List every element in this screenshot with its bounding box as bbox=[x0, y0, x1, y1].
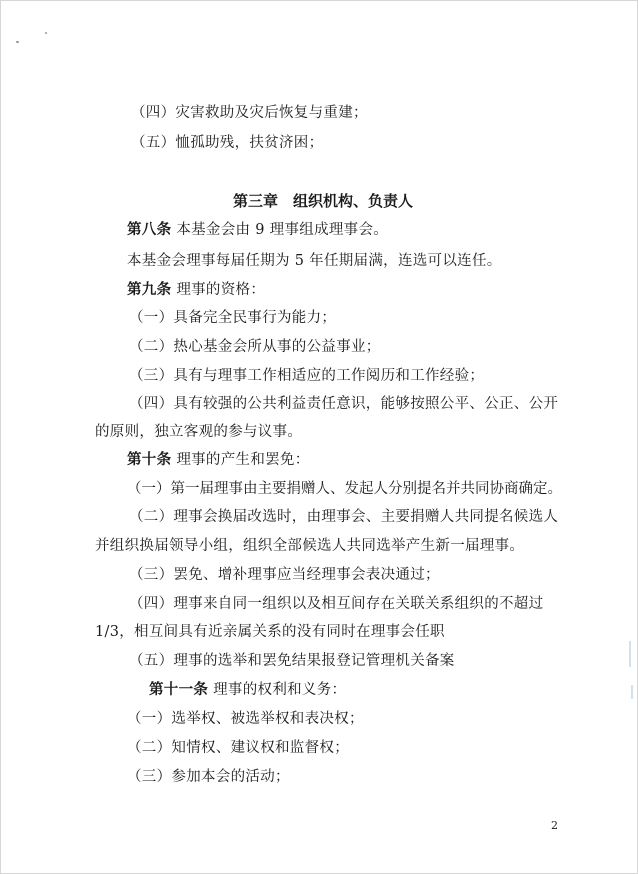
scan-speck bbox=[16, 41, 19, 43]
article-11 bbox=[149, 681, 346, 699]
list-item: （三）具有与理事工作相适应的工作阅历和工作经验； bbox=[129, 368, 485, 384]
list-item: （一）第一届理事由主要捐赠人、发起人分别提名并共同协商确定。 bbox=[127, 481, 562, 497]
scan-edge-mark bbox=[629, 641, 631, 667]
list-item: （五）理事的选举和罢免结果报登记管理机关备案 bbox=[129, 653, 455, 669]
list-item: （三）罢免、增补理事应当经理事会表决通过； bbox=[129, 567, 440, 583]
list-item: （一）具备完全民事行为能力； bbox=[129, 310, 337, 326]
list-item: （四）具有较强的公共利益责任意识，能够按照公平、公正、公开 bbox=[129, 396, 559, 412]
list-item: （五）恤孤助残，扶贫济困； bbox=[131, 135, 324, 151]
list-item: （二）理事会换届改选时，由理事会、主要捐赠人共同提名候选人 bbox=[129, 509, 559, 525]
list-item-continued: 1/3，相互间具有近亲属关系的没有同时在理事会任职 bbox=[95, 624, 445, 640]
chapter-heading: 第三章 组织机构、负责人 bbox=[233, 192, 414, 210]
list-item: （二）热心基金会所从事的公益事业； bbox=[129, 339, 381, 355]
list-item-continued: 的原则，独立客观的参与议事。 bbox=[95, 424, 303, 440]
list-item: （四）理事来自同一组织以及相互间存在关联关系组织的不超过 bbox=[129, 596, 544, 612]
paragraph: 本基金会理事每届任期为 5 年任期届满，连选可以连任。 bbox=[127, 253, 502, 269]
article-text: 理事的产生和罢免： bbox=[176, 452, 310, 468]
scan-speck bbox=[45, 32, 47, 34]
list-item: （四）灾害救助及灾后恢复与重建； bbox=[131, 105, 368, 121]
list-item: （一）选举权、被选举权和表决权； bbox=[127, 711, 364, 727]
article-8 bbox=[127, 221, 388, 239]
article-10 bbox=[127, 451, 310, 469]
list-item-continued: 并组织换届领导小组，组织全部候选人共同选举产生新一届理事。 bbox=[95, 538, 525, 554]
article-text: 本基金会由 9 理事组成理事会。 bbox=[176, 222, 389, 238]
list-item: （三）参加本会的活动； bbox=[127, 769, 290, 785]
article-heading: 第九条 bbox=[127, 281, 172, 298]
article-9 bbox=[127, 281, 265, 299]
article-text: 理事的资格： bbox=[176, 282, 266, 298]
article-heading: 第十一条 bbox=[149, 681, 209, 698]
article-heading: 第八条 bbox=[127, 221, 172, 238]
article-heading: 第十条 bbox=[127, 451, 172, 468]
scan-edge-mark bbox=[631, 685, 633, 699]
list-item: （二）知情权、建议权和监督权； bbox=[127, 740, 349, 756]
page-number: 2 bbox=[551, 819, 558, 832]
article-text: 理事的权利和义务： bbox=[213, 682, 347, 698]
